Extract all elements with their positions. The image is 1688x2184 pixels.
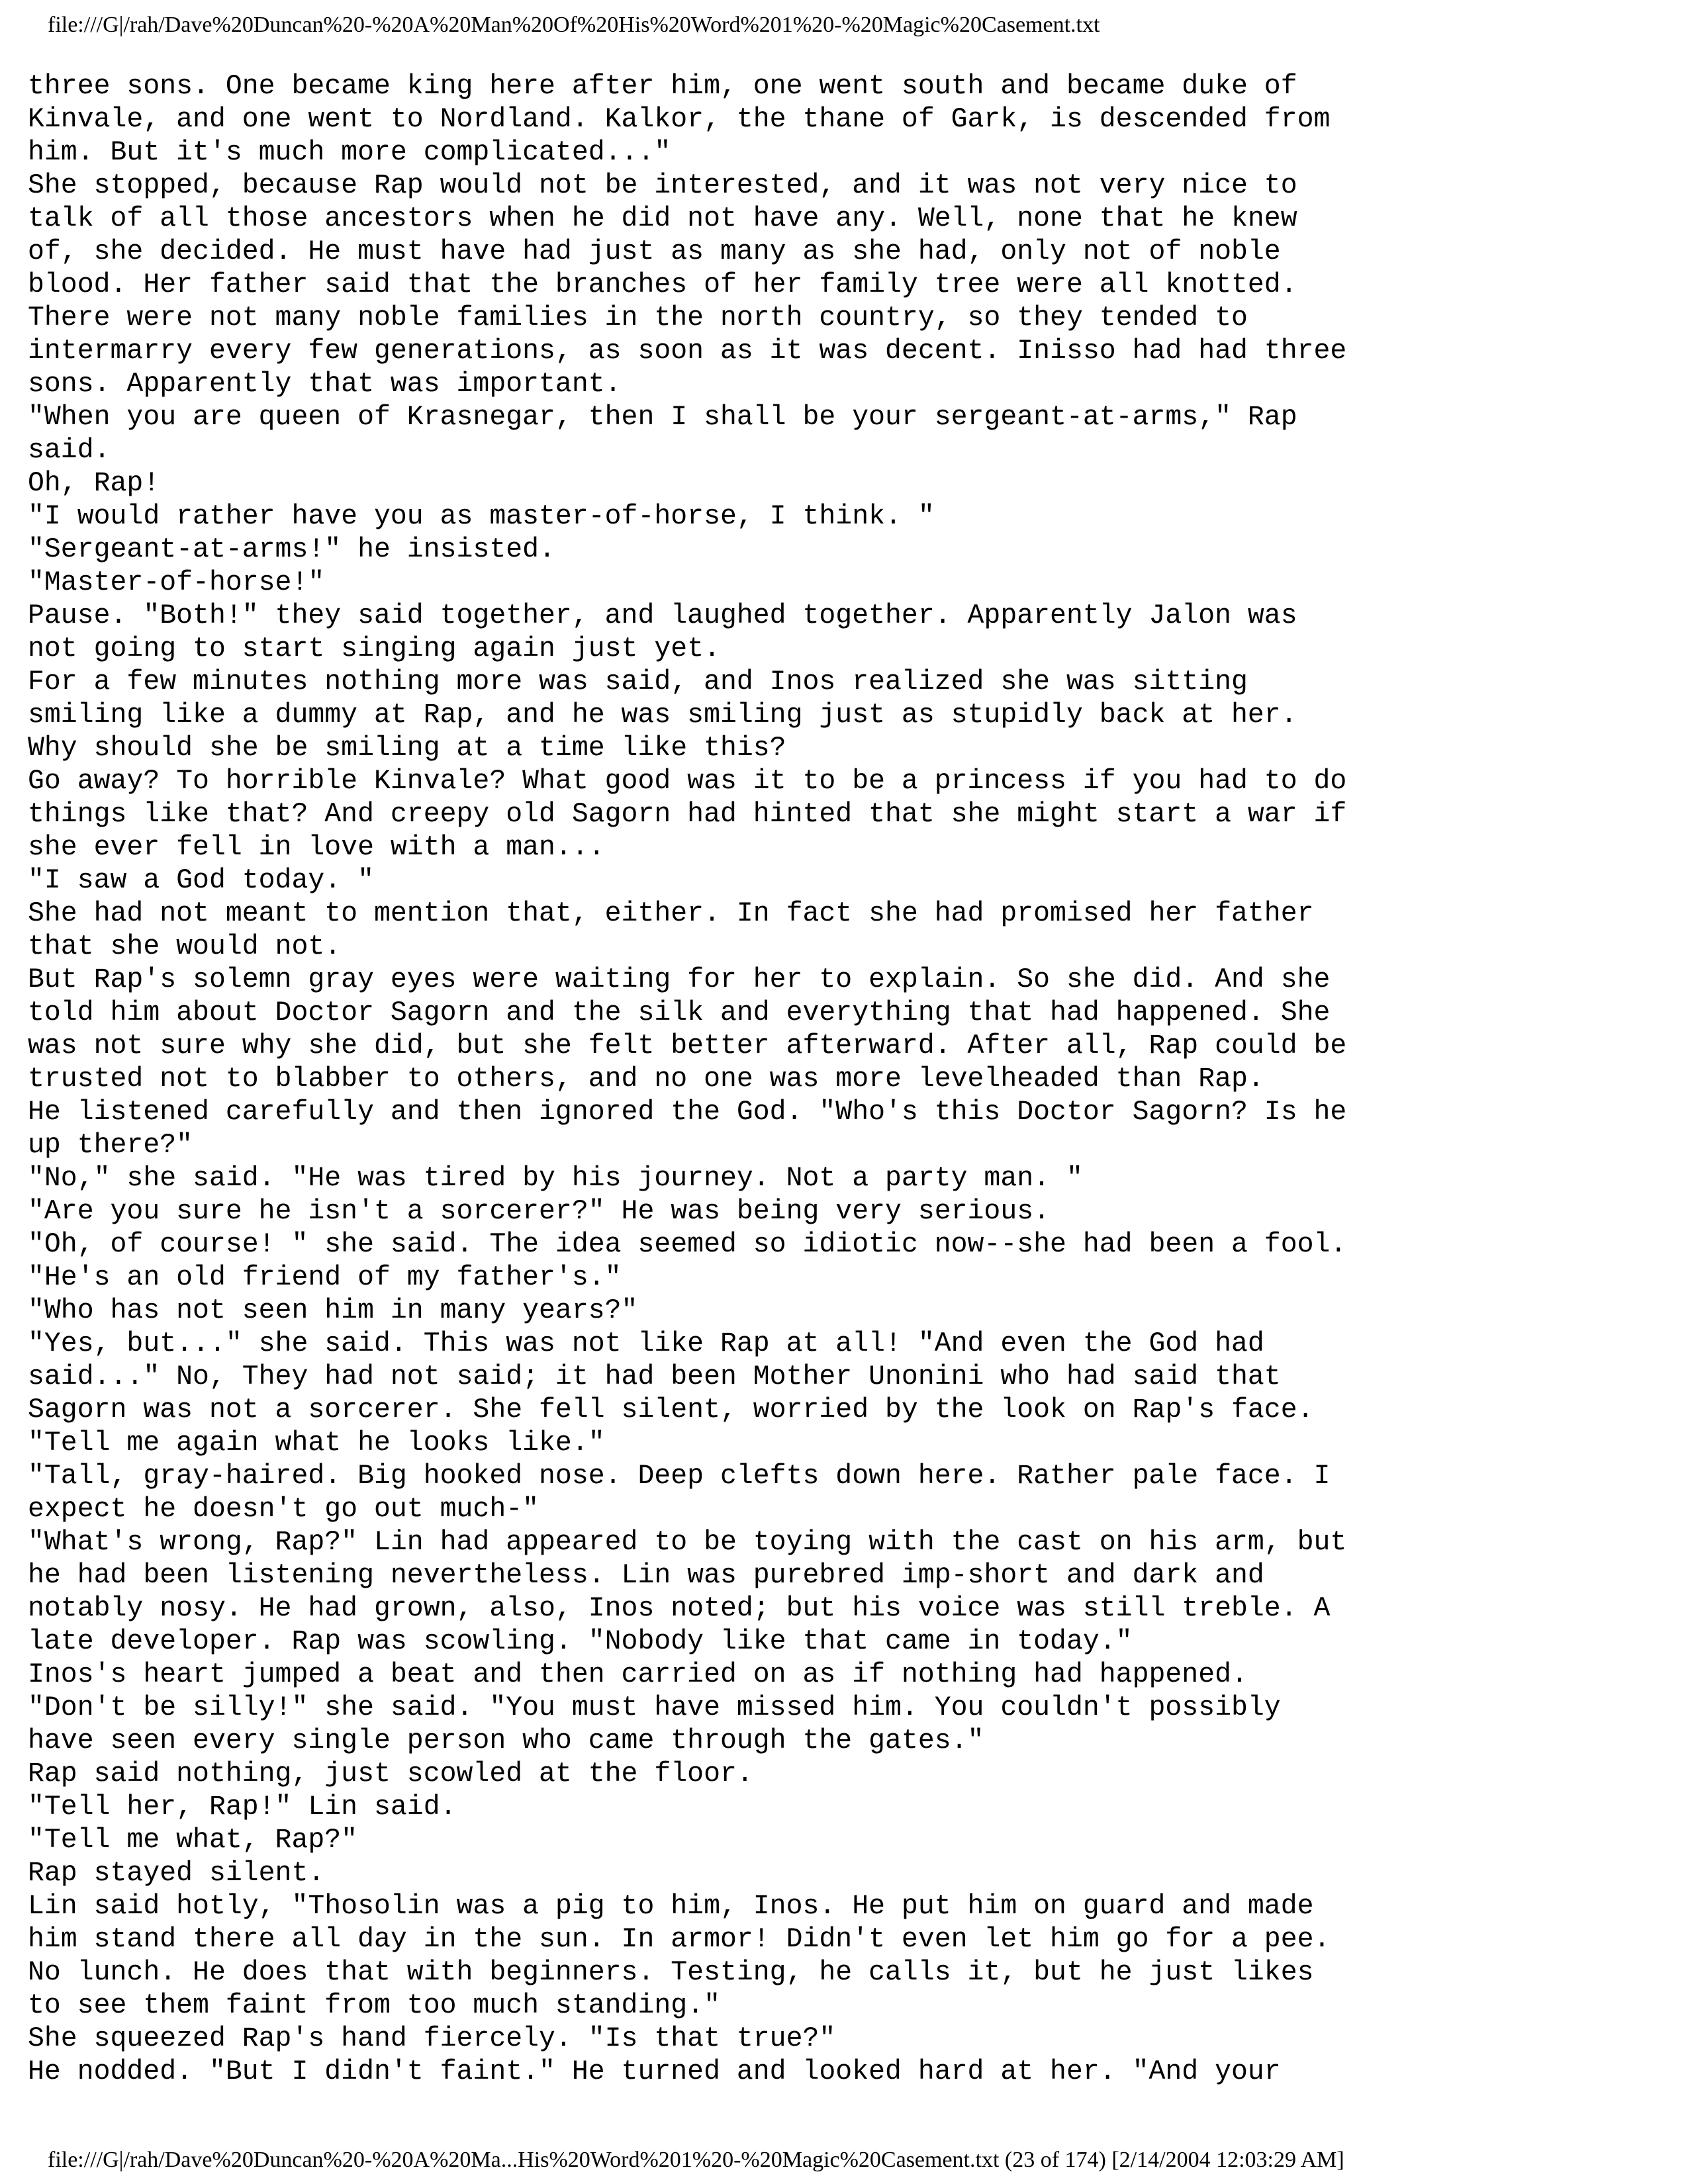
text-line: Rap said nothing, just scowled at the floor.	[28, 1758, 753, 1790]
text-line: Inos's heart jumped a beat and then carried on as if nothing had happened.	[28, 1659, 1248, 1690]
text-line: "Who has not seen him in many years?"	[28, 1295, 638, 1326]
text-line: three sons. One became king here after him, one went south and became duke of	[28, 71, 1297, 102]
text-line: sons. Apparently that was important.	[28, 369, 622, 400]
text-line: "Yes, but..." she said. This was not like Rap at all! "And even the God had	[28, 1328, 1264, 1359]
text-line: notably nosy. He had grown, also, Inos noted; but his voice was still treble. A	[28, 1593, 1331, 1624]
text-line: "No," she said. "He was tired by his journey. Not a party man. "	[28, 1163, 1083, 1194]
text-line: "Tell me what, Rap?"	[28, 1825, 358, 1856]
text-line: For a few minutes nothing more was said, and Inos realized she was sitting	[28, 666, 1248, 698]
text-line: "Don't be silly!" she said. "You must have missed him. You couldn't possibly	[28, 1692, 1281, 1723]
text-line: He listened carefully and then ignored the God. "Who's this Doctor Sagorn? Is he	[28, 1097, 1347, 1128]
text-line: him stand there all day in the sun. In armor! Didn't even let him go for a pee.	[28, 1924, 1331, 1955]
text-line: "Tell her, Rap!" Lin said.	[28, 1792, 457, 1823]
text-line: Rap stayed silent.	[28, 1858, 325, 1889]
text-line: Kinvale, and one went to Nordland. Kalkor, the thane of Gark, is descended from	[28, 104, 1331, 135]
text-line: Why should she be smiling at a time like this?	[28, 733, 786, 764]
text-line: have seen every single person who came through the gates."	[28, 1725, 984, 1756]
text-line: of, she decided. He must have had just as many as she had, only not of noble	[28, 236, 1281, 267]
text-line: up there?"	[28, 1130, 193, 1161]
text-line: "Tall, gray-haired. Big hooked nose. Deep clefts down here. Rather pale face. I	[28, 1461, 1331, 1492]
text-line: She squeezed Rap's hand fiercely. "Is that true?"	[28, 2023, 836, 2054]
text-line: intermarry every few generations, as soon as it was decent. Inisso had had three	[28, 336, 1347, 367]
text-line: trusted not to blabber to others, and no one was more levelheaded than Rap.	[28, 1064, 1264, 1095]
text-line: She had not meant to mention that, either. In fact she had promised her father	[28, 898, 1314, 929]
document-text-body	[28, 70, 1391, 2089]
text-line: He nodded. "But I didn't faint." He turned and looked hard at her. "And your	[28, 2056, 1281, 2087]
text-line: said.	[28, 435, 111, 466]
text-line: "Are you sure he isn't a sorcerer?" He was being very serious.	[28, 1196, 1051, 1227]
text-line: But Rap's solemn gray eyes were waiting for her to explain. So she did. And she	[28, 964, 1331, 995]
text-line: not going to start singing again just yet.	[28, 633, 720, 664]
text-line: that she would not.	[28, 931, 342, 962]
text-line: Lin said hotly, "Thosolin was a pig to him, Inos. He put him on guard and made	[28, 1891, 1314, 1922]
text-line: late developer. Rap was scowling. "Nobody like that came in today."	[28, 1626, 1133, 1657]
text-line: "When you are queen of Krasnegar, then I shall be your sergeant-at-arms," Rap	[28, 402, 1297, 433]
text-line: "Sergeant-at-arms!" he insisted.	[28, 534, 555, 565]
text-line: she ever fell in love with a man...	[28, 832, 605, 863]
text-line: said..." No, They had not said; it had been Mother Unonini who had said that	[28, 1361, 1281, 1392]
text-line: blood. Her father said that the branches of her family tree were all knotted.	[28, 269, 1297, 300]
text-line: Pause. "Both!" they said together, and laughed together. Apparently Jalon was	[28, 600, 1297, 631]
text-line: "Tell me again what he looks like."	[28, 1428, 605, 1459]
text-line: "What's wrong, Rap?" Lin had appeared to be toying with the cast on his arm, but	[28, 1527, 1347, 1558]
text-line: smiling like a dummy at Rap, and he was smiling just as stupidly back at her.	[28, 700, 1297, 731]
text-line: There were not many noble families in the north country, so they tended to	[28, 302, 1248, 334]
text-line: to see them faint from too much standing."	[28, 1990, 720, 2021]
text-line: "Oh, of course! " she said. The idea seemed so idiotic now--she had been a fool.	[28, 1229, 1347, 1260]
text-line: "Master-of-horse!"	[28, 567, 325, 598]
text-line: things like that? And creepy old Sagorn had hinted that she might start a war if	[28, 799, 1347, 830]
header-file-path: file:///G|/rah/Dave%20Duncan%20-%20A%20Man%20Of%20His%20Word%201%20-%20Magic%20Casement.txt	[48, 13, 1100, 37]
text-line: No lunch. He does that with beginners. Testing, he calls it, but he just likes	[28, 1957, 1314, 1988]
text-line: Sagorn was not a sorcerer. She fell silent, worried by the look on Rap's face.	[28, 1394, 1314, 1426]
text-line: She stopped, because Rap would not be interested, and it was not very nice to	[28, 170, 1297, 201]
text-line: told him about Doctor Sagorn and the silk and everything that had happened. She	[28, 997, 1331, 1028]
text-line: "He's an old friend of my father's."	[28, 1262, 622, 1293]
text-line: was not sure why she did, but she felt better afterward. After all, Rap could be	[28, 1030, 1347, 1062]
text-line: him. But it's much more complicated..."	[28, 137, 671, 168]
text-line: talk of all those ancestors when he did not have any. Well, none that he knew	[28, 203, 1297, 234]
footer-file-path-status: file:///G|/rah/Dave%20Duncan%20-%20A%20Ma...His%20Word%201%20-%20Magic%20Casement.txt (23 of 174) [2/14/2004 12:03:29 AM]	[48, 2148, 1344, 2172]
text-line: "I would rather have you as master-of-horse, I think. "	[28, 501, 935, 532]
text-line: expect he doesn't go out much-"	[28, 1494, 539, 1525]
text-line: "I saw a God today. "	[28, 865, 374, 896]
text-line: he had been listening nevertheless. Lin was purebred imp-short and dark and	[28, 1560, 1264, 1591]
text-line: Go away? To horrible Kinvale? What good was it to be a princess if you had to do	[28, 766, 1347, 797]
text-line: Oh, Rap!	[28, 468, 160, 499]
